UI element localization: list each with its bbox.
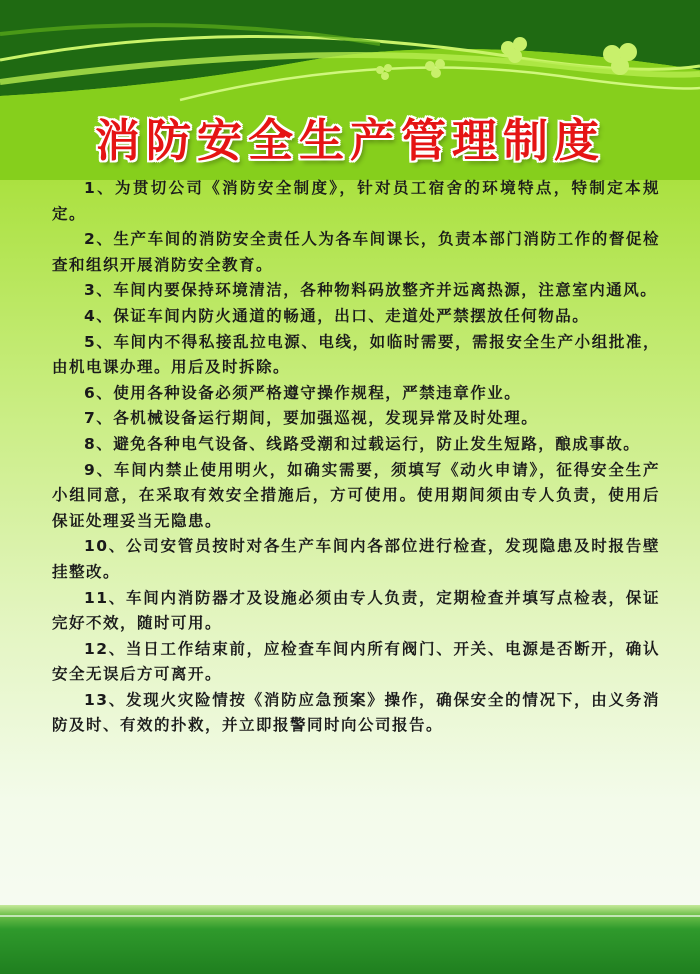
list-item: 13、发现火灾险情按《消防应急预案》操作，确保安全的情况下，由义务消防及时、有效的扑救，并立即报警同时向公司报告。 <box>52 690 660 735</box>
list-item: 6、使用各种设备必须严格遵守操作规程，严禁违章作业。 <box>84 383 522 402</box>
list-item: 11、车间内消防器才及设施必须由专人负责，定期检查并填写点检表，保证完好不效，随时可用。 <box>52 588 660 633</box>
list-item: 9、车间内禁止使用明火，如确实需要，须填写《动火申请》，征得安全生产小组同意，在采取有效安全措施后，方可使用。使用期间须由专人负责，使用后保证处理妥当无隐患。 <box>52 460 660 530</box>
list-item: 3、车间内要保持环境清洁，各种物料码放整齐并远离热源，注意室内通风。 <box>84 281 658 300</box>
rules-list <box>52 176 660 739</box>
list-item: 4、保证车间内防火通道的畅通，出口、走道处严禁摆放任何物品。 <box>84 306 590 325</box>
footer-highlight-line <box>0 915 700 917</box>
footer-band <box>0 905 700 974</box>
list-item: 2、生产车间的消防安全责任人为各车间课长，负责本部门消防工作的督促检查和组织开展消防安全教育。 <box>52 230 660 274</box>
list-item: 1、为贯切公司《消防安全制度》，针对员工宿舍的环境特点，特制定本规定。 <box>52 179 660 223</box>
list-item: 10、公司安管员按时对各生产车间内各部位进行检查，发现隐患及时报告壁挂整改。 <box>52 537 660 581</box>
page-title: 消防安全生产管理制度 <box>94 114 605 167</box>
list-item: 7、各机械设备运行期间，要加强巡视，发现异常及时处理。 <box>84 409 539 428</box>
list-item: 12、当日工作结束前，应检查车间内所有阀门、开关、电源是否断开，确认安全无误后方可离开。 <box>52 639 660 684</box>
list-item: 8、避免各种电气设备、线路受潮和过载运行，防止发生短路，酿成事故。 <box>84 434 641 453</box>
list-item: 5、车间内不得私接乱拉电源、电线，如临时需要，需报安全生产小组批准，由机电课办理。用后及时拆除。 <box>52 332 660 377</box>
